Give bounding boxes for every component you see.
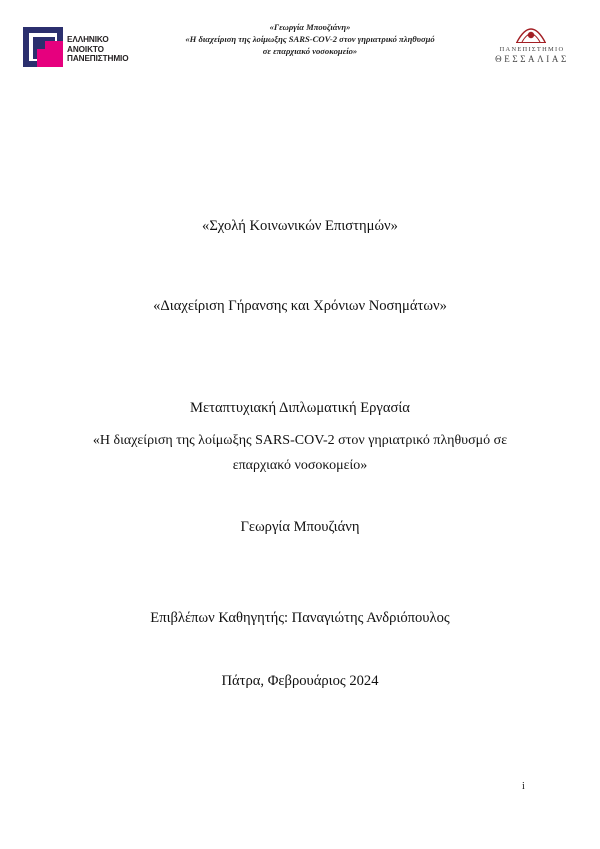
thesis-title-line2: επαρχιακό νοσοκομείο» — [232, 458, 368, 473]
place-date: Πάτρα, Φεβρουάριος 2024 — [221, 673, 379, 689]
university-of-thessaly-logo — [484, 22, 580, 64]
eap-logo-text — [67, 35, 128, 64]
uth-logo-line2: ΘΕΣΣΑΛΙΑΣ — [495, 54, 569, 64]
uth-seal-icon — [514, 22, 548, 44]
running-header — [150, 21, 470, 57]
header-title-line2: σε επαρχιακό νοσοκομείο» — [262, 46, 358, 56]
thesis-type: Μεταπτυχιακή Διπλωματική Εργασία — [190, 400, 410, 416]
uth-logo-text — [484, 46, 580, 64]
supervisor: Επιβλέπων Καθηγητής: Παναγιώτης Ανδριόπουλος — [150, 610, 450, 626]
header-author: «Γεωργία Μπουζιάνη» — [269, 22, 351, 32]
thesis-title-line1: «Η διαχείριση της λοίμωξης SARS-COV-2 στον γηριατρικό πληθυσμό σε — [92, 433, 508, 448]
eap-logo-line: ΑΝΟΙΚΤΟ — [67, 44, 104, 54]
header-title-line1: «Η διαχείριση της λοίμωξης SARS-COV-2 στον γηριατρικό πληθυσμό — [185, 34, 435, 44]
hellenic-open-university-logo — [23, 27, 143, 67]
eap-logo-line: ΕΛΛΗΝΙΚΟ — [67, 35, 109, 44]
page-number: i — [522, 781, 525, 792]
school-name: «Σχολή Κοινωνικών Επιστημών» — [202, 218, 398, 234]
eap-logo-mark-icon — [23, 27, 63, 67]
uth-logo-line1: ΠΑΝΕΠΙΣΤΗΜΙΟ — [499, 46, 565, 53]
eap-logo-line: ΠΑΝΕΠΙΣΤΗΜΙΟ — [67, 54, 129, 64]
author-name: Γεωργία Μπουζιάνη — [240, 519, 360, 535]
program-name: «Διαχείριση Γήρανσης και Χρόνιων Νοσημάτων» — [153, 298, 447, 314]
